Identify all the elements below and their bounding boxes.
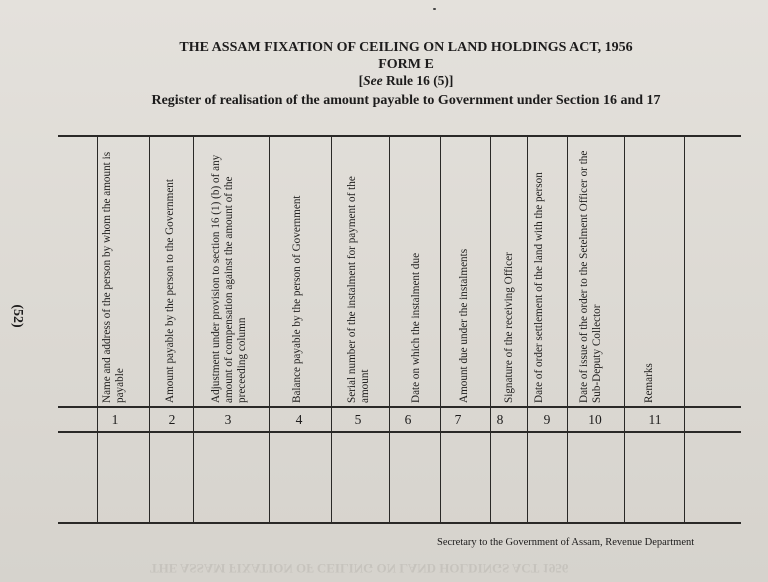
column-divider [527,135,528,522]
register-title: Register of realisation of the amount payable to Government under Section 16 and 17 [151,93,661,108]
column-number: 9 [543,412,551,427]
column-label: Amount due under the instalments [458,248,470,403]
table-top-rule [58,135,741,137]
column-divider [193,135,194,522]
column-label: Remarks [643,363,655,403]
column-divider [389,135,390,522]
column-label: Date on which the instalment due [410,252,422,403]
column-divider [684,135,685,522]
rule-bracket: [ [358,73,364,88]
table-bottom-rule [58,522,741,524]
column-label: Serial number of the instalment for payment of the amount [346,176,371,403]
ink-speck [433,8,436,10]
column-number: 8 [496,412,504,427]
column-number: 1 [111,412,119,427]
rule-text: Rule 16 (5)] [382,73,454,88]
column-number: 11 [648,412,662,427]
column-divider [440,135,441,522]
column-divider [490,135,491,522]
column-label: Adjustment under provision to section 16 (1) (b) of any amount of compensation against the amount of the preceeding column [210,154,248,403]
column-number: 4 [295,412,303,427]
column-divider [97,135,98,522]
column-divider [624,135,625,522]
column-divider [269,135,270,522]
column-divider [149,135,150,522]
column-number: 10 [588,412,602,427]
column-divider [567,135,568,522]
column-label: Balance payable by the person of Government [291,195,303,403]
rule-see: See [363,73,383,88]
number-row-rule [58,431,741,433]
form-label: FORM E [378,57,434,72]
page-number: (52) [10,304,25,328]
column-number: 2 [168,412,176,427]
header-bottom-rule [58,406,741,408]
rule-reference [22,73,768,89]
signatory-line: Secretary to the Government of Assam, Revenue Department [437,537,695,548]
column-label: Name and address of the person by whom the amount is payable [101,151,126,403]
bleed-through-text: THE ASSAM FIXATION OF CEILING ON LAND HOLDINGS ACT 1956 [150,561,569,576]
act-title: THE ASSAM FIXATION OF CEILING ON LAND HOLDINGS ACT, 1956 [179,40,633,55]
column-label: Date of issue of the order to the Setelment Officer or the Sub-Deputy Collector [578,150,603,403]
column-label: Signature of the receiving Officer [503,252,515,403]
column-label: Date of order settlement of the land with the person [533,172,545,403]
column-label: Amount payable by the person to the Government [164,178,176,403]
column-number: 5 [354,412,362,427]
column-number: 6 [404,412,412,427]
column-divider [331,135,332,522]
column-number: 7 [454,412,462,427]
column-number: 3 [224,412,232,427]
